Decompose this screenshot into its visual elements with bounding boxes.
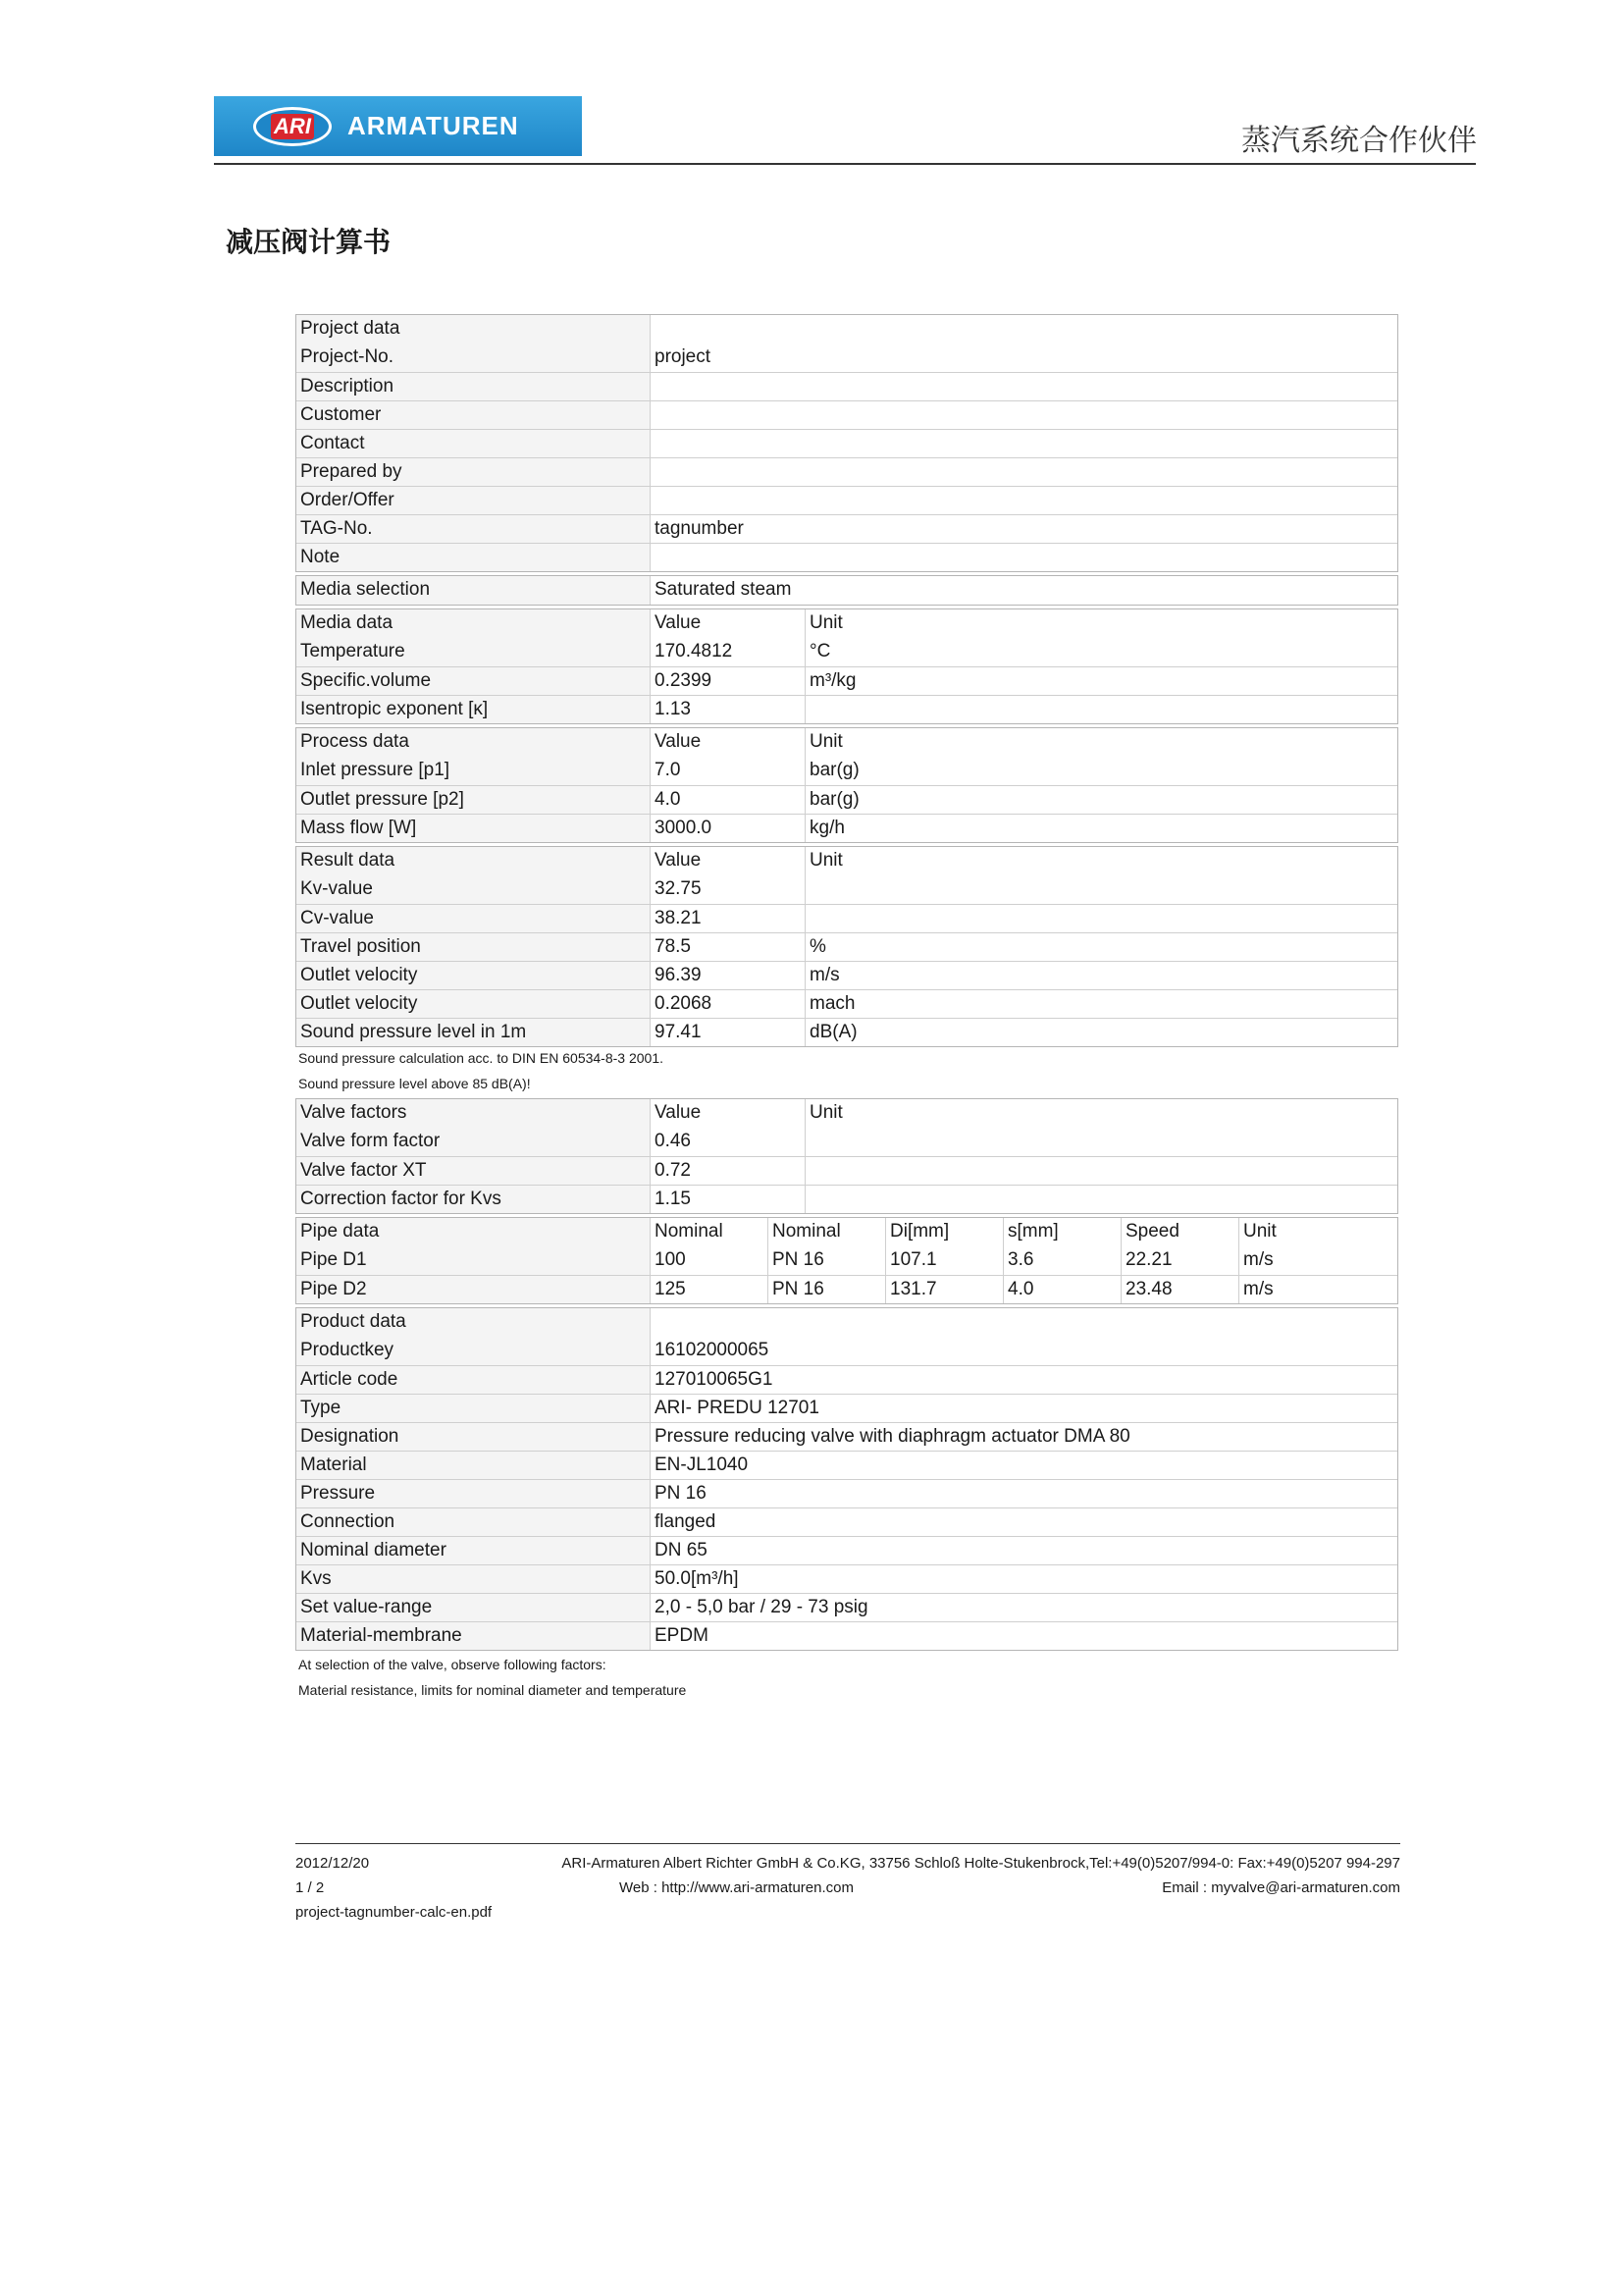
table-row bbox=[296, 457, 1397, 486]
row-label: Mass flow [W] bbox=[296, 815, 650, 842]
value-header: Value bbox=[650, 847, 805, 875]
table-row bbox=[296, 1422, 1397, 1451]
pipe-column-header: Nominal bbox=[650, 1218, 767, 1246]
section-header-row bbox=[296, 609, 1397, 638]
row-label: TAG-No. bbox=[296, 515, 650, 543]
row-value bbox=[650, 458, 1397, 486]
header-tagline: 蒸汽系统合作伙伴 bbox=[1241, 124, 1477, 158]
section-header-row bbox=[296, 1099, 1397, 1128]
row-value: EN-JL1040 bbox=[650, 1452, 1397, 1479]
section-heading: Project data bbox=[296, 315, 650, 344]
valve-factors-section bbox=[295, 1098, 1398, 1214]
row-unit: bar(g) bbox=[805, 757, 1397, 785]
row-unit: kg/h bbox=[805, 815, 1397, 842]
row-value: ARI- PREDU 12701 bbox=[650, 1395, 1397, 1422]
row-label: Inlet pressure [p1] bbox=[296, 757, 650, 785]
row-label: Productkey bbox=[296, 1337, 650, 1365]
table-row bbox=[296, 638, 1397, 666]
media-selection-row bbox=[296, 576, 1397, 605]
header-divider bbox=[214, 163, 1476, 165]
selection-notes bbox=[295, 1654, 1398, 1702]
row-value bbox=[650, 544, 1397, 571]
pipe-column-header: Speed bbox=[1121, 1218, 1238, 1246]
company-logo bbox=[214, 96, 582, 156]
row-label: Customer bbox=[296, 401, 650, 429]
footer-date: 2012/12/20 bbox=[295, 1855, 370, 1872]
row-value bbox=[650, 373, 1397, 400]
table-row bbox=[296, 814, 1397, 842]
table-row bbox=[296, 1593, 1397, 1621]
row-label: Media selection bbox=[296, 576, 650, 605]
row-label: Isentropic exponent [κ] bbox=[296, 696, 650, 723]
row-value bbox=[650, 487, 1397, 514]
row-label: Sound pressure level in 1m bbox=[296, 1019, 650, 1046]
row-value: 0.2068 bbox=[650, 990, 805, 1018]
row-value: 170.4812 bbox=[650, 638, 805, 666]
row-label: Pipe D2 bbox=[296, 1276, 650, 1303]
calculation-report bbox=[295, 314, 1398, 1705]
row-unit: % bbox=[805, 933, 1397, 961]
row-value: tagnumber bbox=[650, 515, 1397, 543]
pipe-cell: m/s bbox=[1238, 1246, 1356, 1275]
table-row bbox=[296, 514, 1397, 543]
section-header-row bbox=[296, 315, 1397, 344]
row-value: 1.15 bbox=[650, 1186, 805, 1213]
row-label: Specific.volume bbox=[296, 667, 650, 695]
row-label: Kvs bbox=[296, 1565, 650, 1593]
result-note: Sound pressure level above 85 dB(A)! bbox=[298, 1076, 531, 1091]
table-row bbox=[296, 1275, 1397, 1303]
table-row bbox=[296, 904, 1397, 932]
row-unit bbox=[805, 905, 1397, 932]
section-header-row bbox=[296, 1308, 1397, 1337]
media-selection-section bbox=[295, 575, 1398, 606]
footer-company: ARI-Armaturen Albert Richter GmbH & Co.KG, 33756 Schloß Holte-Stukenbrock,Tel:+49(0)5207/994-0: Fax:+49(0)5207 994-297 bbox=[561, 1855, 1400, 1872]
row-value: 97.41 bbox=[650, 1019, 805, 1046]
row-unit bbox=[805, 1157, 1397, 1185]
row-label: Designation bbox=[296, 1423, 650, 1451]
pipe-cell: 125 bbox=[650, 1276, 767, 1303]
row-unit: dB(A) bbox=[805, 1019, 1397, 1046]
selection-note: Material resistance, limits for nominal diameter and temperature bbox=[298, 1682, 687, 1698]
table-row bbox=[296, 1156, 1397, 1185]
row-value: 0.46 bbox=[650, 1128, 805, 1156]
row-unit bbox=[805, 1128, 1397, 1156]
table-row bbox=[296, 1451, 1397, 1479]
table-row bbox=[296, 757, 1397, 785]
table-row bbox=[296, 1128, 1397, 1156]
row-label: Set value-range bbox=[296, 1594, 650, 1621]
row-label: Outlet pressure [p2] bbox=[296, 786, 650, 814]
row-value: 0.72 bbox=[650, 1157, 805, 1185]
row-label: Description bbox=[296, 373, 650, 400]
row-unit bbox=[805, 1186, 1397, 1213]
pipe-column-header: s[mm] bbox=[1003, 1218, 1121, 1246]
empty-cell bbox=[650, 315, 1397, 344]
table-row bbox=[296, 372, 1397, 400]
section-heading: Pipe data bbox=[296, 1218, 650, 1246]
pipe-cell: 23.48 bbox=[1121, 1276, 1238, 1303]
table-row bbox=[296, 1536, 1397, 1564]
table-row bbox=[296, 1564, 1397, 1593]
result-notes bbox=[295, 1047, 1398, 1095]
table-row bbox=[296, 695, 1397, 723]
row-value: project bbox=[650, 344, 1397, 372]
row-label: Outlet velocity bbox=[296, 990, 650, 1018]
row-value: 96.39 bbox=[650, 962, 805, 989]
row-label: Cv-value bbox=[296, 905, 650, 932]
row-label: Article code bbox=[296, 1366, 650, 1394]
table-row bbox=[296, 344, 1397, 372]
table-row bbox=[296, 961, 1397, 989]
row-label: Valve factor XT bbox=[296, 1157, 650, 1185]
value-header: Value bbox=[650, 1099, 805, 1128]
pipe-column-header: Di[mm] bbox=[885, 1218, 1003, 1246]
section-header-row bbox=[296, 728, 1397, 757]
row-value: 50.0[m³/h] bbox=[650, 1565, 1397, 1593]
pipe-cell: m/s bbox=[1238, 1276, 1356, 1303]
table-row bbox=[296, 785, 1397, 814]
row-value: 3000.0 bbox=[650, 815, 805, 842]
section-heading: Process data bbox=[296, 728, 650, 757]
unit-header: Unit bbox=[805, 1099, 1397, 1128]
row-value: Saturated steam bbox=[650, 576, 1397, 605]
footer-web: Web : http://www.ari-armaturen.com bbox=[619, 1879, 854, 1896]
row-value: 1.13 bbox=[650, 696, 805, 723]
row-label: Type bbox=[296, 1395, 650, 1422]
pipe-cell: 3.6 bbox=[1003, 1246, 1121, 1275]
row-value: 32.75 bbox=[650, 875, 805, 904]
row-label: Kv-value bbox=[296, 875, 650, 904]
table-row bbox=[296, 1185, 1397, 1213]
section-heading: Valve factors bbox=[296, 1099, 650, 1128]
row-value: flanged bbox=[650, 1508, 1397, 1536]
unit-header: Unit bbox=[805, 609, 1397, 638]
row-unit: m/s bbox=[805, 962, 1397, 989]
section-header-row bbox=[296, 847, 1397, 875]
logo-text: ARMATUREN bbox=[347, 111, 519, 140]
row-unit bbox=[805, 696, 1397, 723]
row-unit: m³/kg bbox=[805, 667, 1397, 695]
row-value: PN 16 bbox=[650, 1480, 1397, 1507]
table-row bbox=[296, 400, 1397, 429]
row-value: 0.2399 bbox=[650, 667, 805, 695]
section-heading: Product data bbox=[296, 1308, 650, 1337]
table-row bbox=[296, 1507, 1397, 1536]
pipe-cell: 4.0 bbox=[1003, 1276, 1121, 1303]
table-row bbox=[296, 1479, 1397, 1507]
row-value: EPDM bbox=[650, 1622, 1397, 1650]
table-row bbox=[296, 989, 1397, 1018]
table-row bbox=[296, 1365, 1397, 1394]
table-row bbox=[296, 1018, 1397, 1046]
row-unit bbox=[805, 875, 1397, 904]
selection-note: At selection of the valve, observe following factors: bbox=[298, 1657, 606, 1672]
footer-email: Email : myvalve@ari-armaturen.com bbox=[1162, 1879, 1400, 1896]
value-header: Value bbox=[650, 728, 805, 757]
result-data-section bbox=[295, 846, 1398, 1047]
footer-page-number: 1 / 2 bbox=[295, 1879, 325, 1896]
row-value: Pressure reducing valve with diaphragm actuator DMA 80 bbox=[650, 1423, 1397, 1451]
pipe-cell: PN 16 bbox=[767, 1276, 885, 1303]
pipe-cell: PN 16 bbox=[767, 1246, 885, 1275]
table-row bbox=[296, 486, 1397, 514]
pipe-column-header: Nominal bbox=[767, 1218, 885, 1246]
row-label: Contact bbox=[296, 430, 650, 457]
row-unit: °C bbox=[805, 638, 1397, 666]
row-label: Note bbox=[296, 544, 650, 571]
table-row bbox=[296, 932, 1397, 961]
table-row bbox=[296, 1394, 1397, 1422]
row-label: Prepared by bbox=[296, 458, 650, 486]
pipe-cell: 131.7 bbox=[885, 1276, 1003, 1303]
section-header-row bbox=[296, 1218, 1397, 1246]
ari-logo-mark: ARI bbox=[253, 107, 332, 146]
row-unit: mach bbox=[805, 990, 1397, 1018]
process-data-section bbox=[295, 727, 1398, 843]
row-label: Project-No. bbox=[296, 344, 650, 372]
table-row bbox=[296, 666, 1397, 695]
footer-divider bbox=[295, 1843, 1400, 1844]
project-data-section bbox=[295, 314, 1398, 572]
row-value: 78.5 bbox=[650, 933, 805, 961]
row-value: 2,0 - 5,0 bar / 29 - 73 psig bbox=[650, 1594, 1397, 1621]
row-label: Correction factor for Kvs bbox=[296, 1186, 650, 1213]
row-value: 4.0 bbox=[650, 786, 805, 814]
table-row bbox=[296, 1246, 1397, 1275]
table-row bbox=[296, 875, 1397, 904]
row-value bbox=[650, 430, 1397, 457]
row-value bbox=[650, 401, 1397, 429]
row-label: Order/Offer bbox=[296, 487, 650, 514]
row-label: Pressure bbox=[296, 1480, 650, 1507]
pipe-cell: 100 bbox=[650, 1246, 767, 1275]
row-label: Connection bbox=[296, 1508, 650, 1536]
result-note: Sound pressure calculation acc. to DIN EN 60534-8-3 2001. bbox=[298, 1050, 663, 1066]
row-value: 7.0 bbox=[650, 757, 805, 785]
section-heading: Media data bbox=[296, 609, 650, 638]
pipe-data-section bbox=[295, 1217, 1398, 1304]
footer-filename: project-tagnumber-calc-en.pdf bbox=[295, 1904, 493, 1921]
row-label: Nominal diameter bbox=[296, 1537, 650, 1564]
row-label: Material-membrane bbox=[296, 1622, 650, 1650]
value-header: Value bbox=[650, 609, 805, 638]
pipe-column-header: Unit bbox=[1238, 1218, 1356, 1246]
row-label: Pipe D1 bbox=[296, 1246, 650, 1275]
row-label: Travel position bbox=[296, 933, 650, 961]
row-label: Material bbox=[296, 1452, 650, 1479]
document-title: 减压阀计算书 bbox=[226, 226, 392, 258]
row-value: DN 65 bbox=[650, 1537, 1397, 1564]
row-label: Outlet velocity bbox=[296, 962, 650, 989]
table-row bbox=[296, 429, 1397, 457]
row-label: Valve form factor bbox=[296, 1128, 650, 1156]
row-value: 127010065G1 bbox=[650, 1366, 1397, 1394]
table-row bbox=[296, 1337, 1397, 1365]
section-heading: Result data bbox=[296, 847, 650, 875]
media-data-section bbox=[295, 608, 1398, 724]
product-data-section bbox=[295, 1307, 1398, 1651]
row-value: 38.21 bbox=[650, 905, 805, 932]
unit-header: Unit bbox=[805, 728, 1397, 757]
table-row bbox=[296, 1621, 1397, 1650]
row-unit: bar(g) bbox=[805, 786, 1397, 814]
table-row bbox=[296, 543, 1397, 571]
empty-cell bbox=[650, 1308, 1397, 1337]
row-label: Temperature bbox=[296, 638, 650, 666]
unit-header: Unit bbox=[805, 847, 1397, 875]
row-value: 16102000065 bbox=[650, 1337, 1397, 1365]
pipe-cell: 107.1 bbox=[885, 1246, 1003, 1275]
pipe-cell: 22.21 bbox=[1121, 1246, 1238, 1275]
